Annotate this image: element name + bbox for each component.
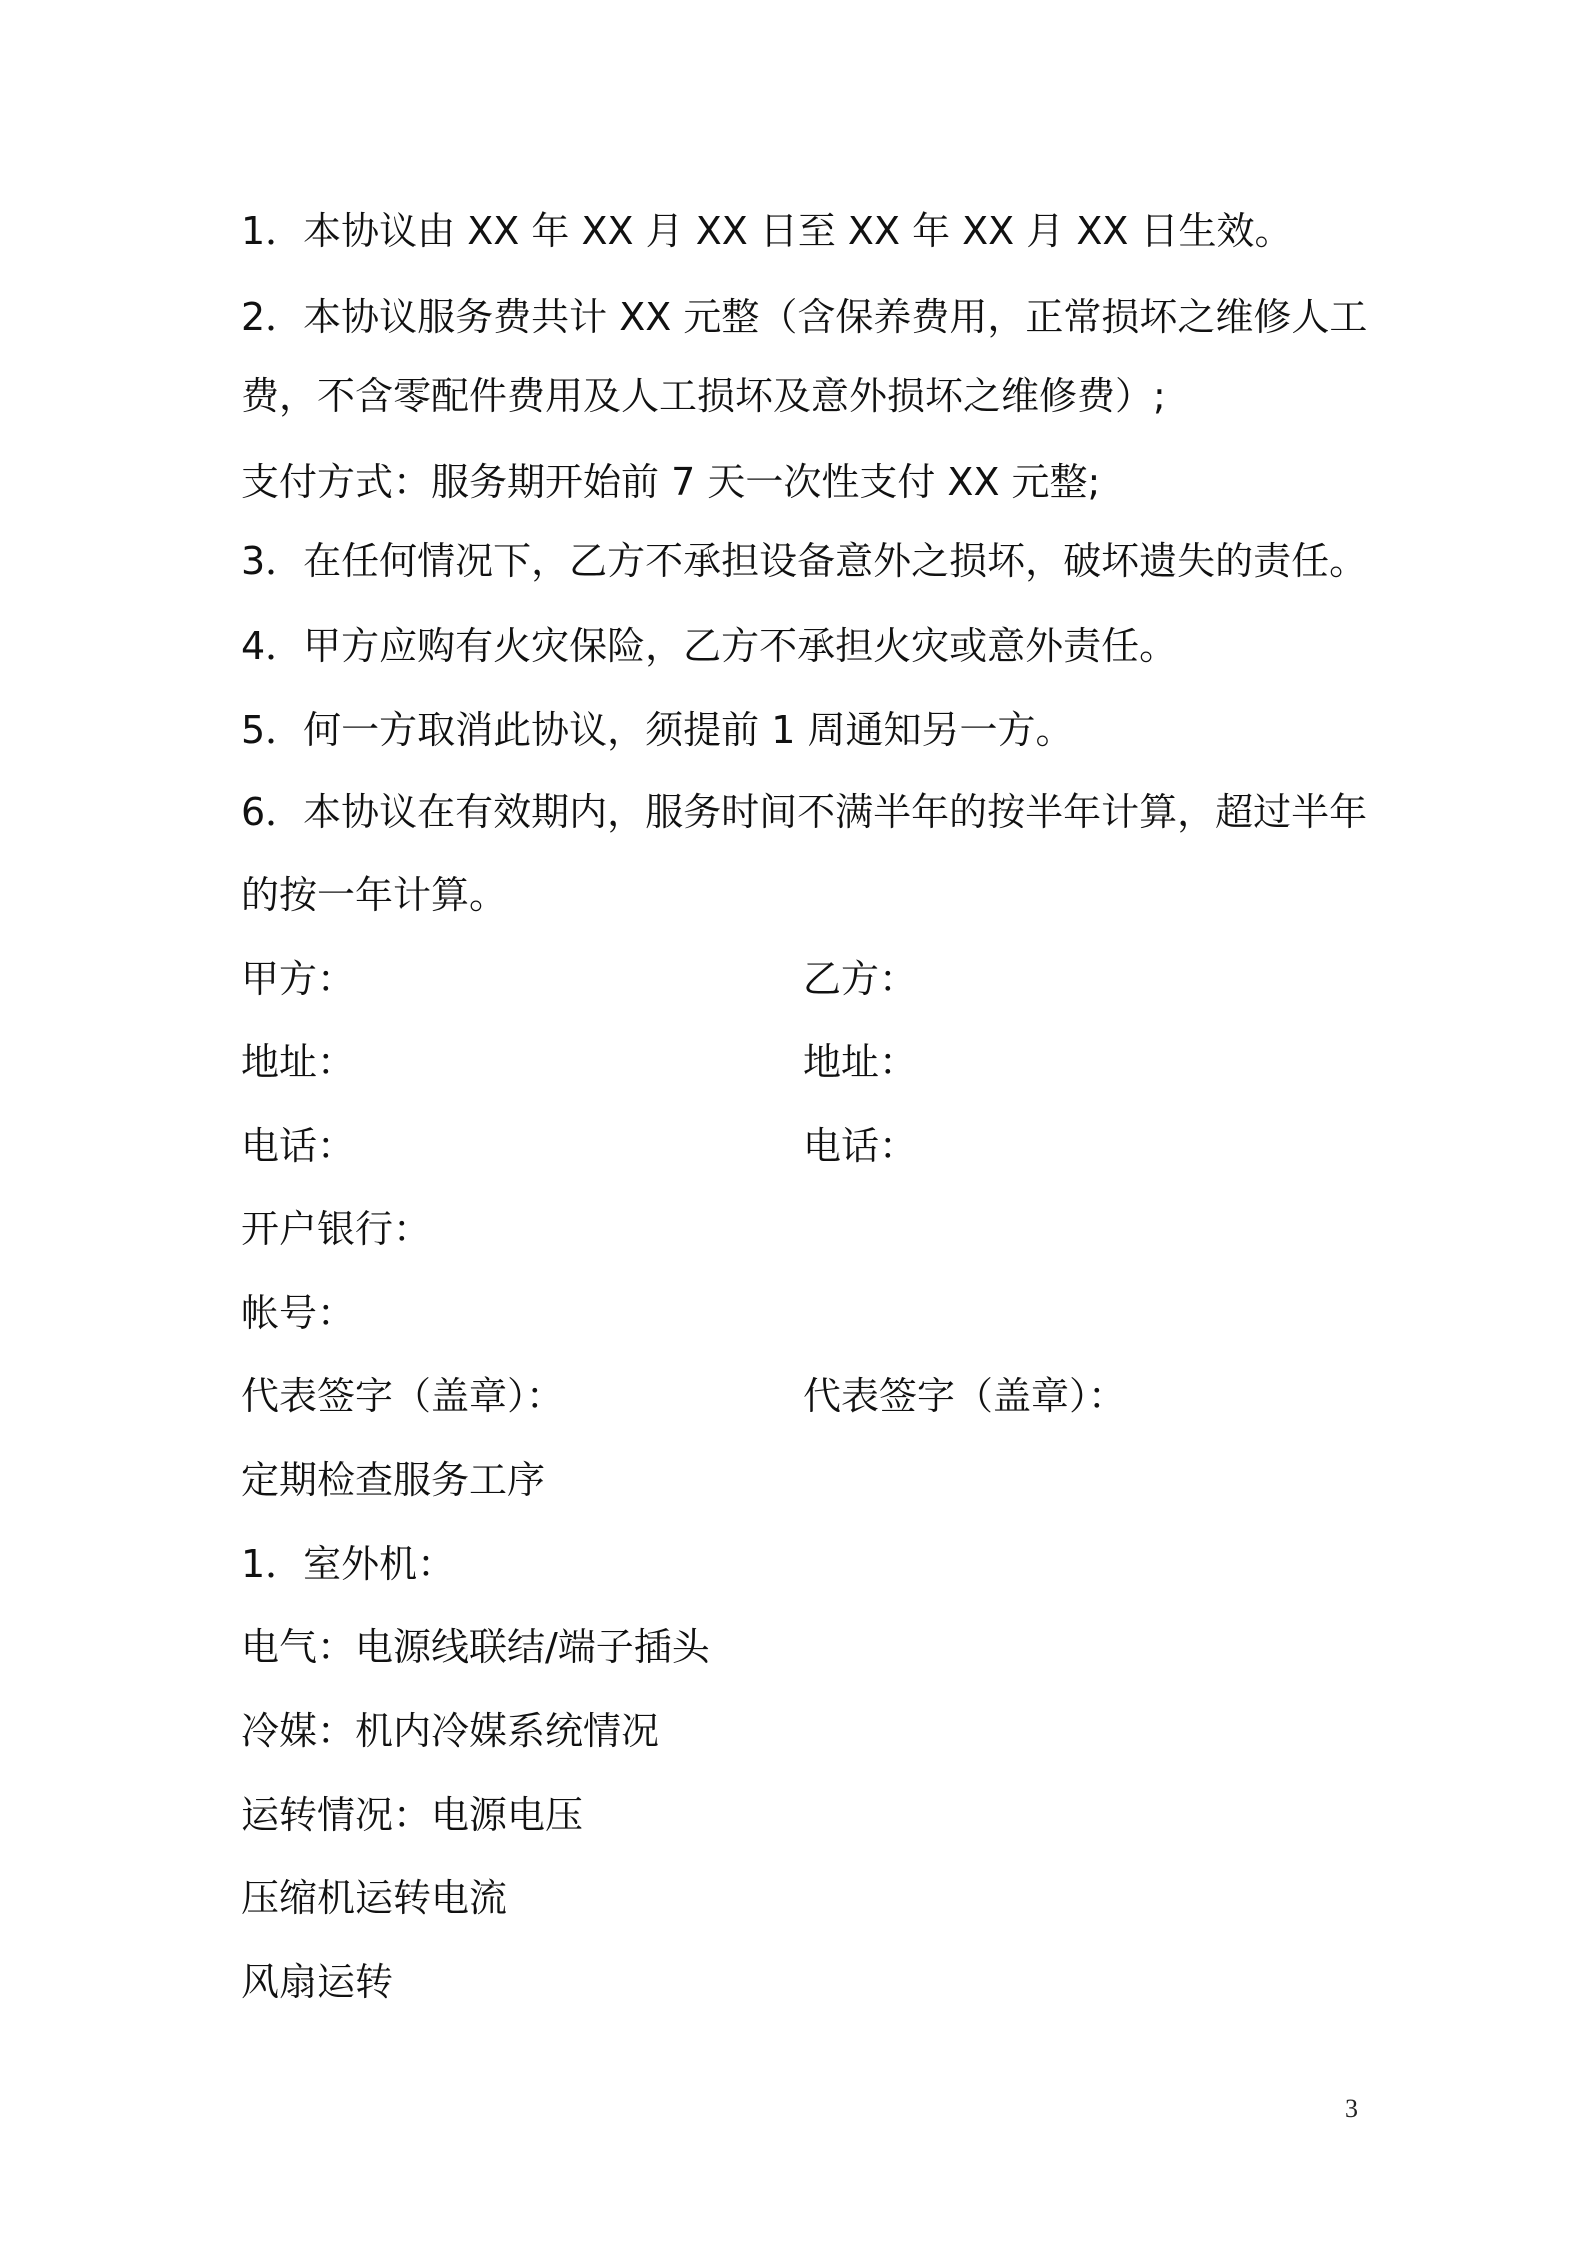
- party-b-label: 乙方：: [803, 957, 918, 1001]
- payment-method: 支付方式：服务期开始前 7 天一次性支付 XX 元整;: [241, 460, 1101, 504]
- clause-6-line-1: 6．本协议在有效期内，服务时间不满半年的按半年计算，超过半年: [241, 790, 1368, 834]
- page-number: 3: [1345, 2094, 1358, 2123]
- clause-1: 1．本协议由 XX 年 XX 月 XX 日至 XX 年 XX 月 XX 日生效。: [241, 209, 1293, 253]
- clause-5: 5．何一方取消此协议，须提前 1 周通知另一方。: [241, 708, 1074, 752]
- party-a-bank: 开户银行：: [241, 1207, 432, 1251]
- inspection-item-fan: 风扇运转: [241, 1960, 394, 2004]
- party-a-account: 帐号：: [241, 1291, 356, 1335]
- inspection-item-operation: 运转情况：电源电压: [241, 1793, 584, 1837]
- party-a-signature: 代表签字（盖章）：: [241, 1374, 565, 1418]
- party-b-address: 地址：: [803, 1040, 918, 1084]
- party-b-phone: 电话：: [803, 1124, 918, 1168]
- inspection-item-compressor-current: 压缩机运转电流: [241, 1876, 508, 1920]
- clause-3: 3．在任何情况下，乙方不承担设备意外之损坏，破坏遗失的责任。: [241, 539, 1368, 583]
- party-a-phone: 电话：: [241, 1124, 356, 1168]
- inspection-item-refrigerant: 冷媒：机内冷媒系统情况: [241, 1709, 660, 1753]
- party-b-signature: 代表签字（盖章）：: [803, 1374, 1127, 1418]
- party-a-label: 甲方：: [241, 957, 356, 1001]
- party-a-address: 地址：: [241, 1040, 356, 1084]
- clause-2-line-1: 2．本协议服务费共计 XX 元整（含保养费用，正常损坏之维修人工: [241, 295, 1368, 339]
- clause-4: 4．甲方应购有火灾保险，乙方不承担火灾或意外责任。: [241, 624, 1178, 668]
- inspection-item-outdoor-unit: 1．室外机：: [241, 1542, 456, 1586]
- clause-2-line-2: 费，不含零配件费用及人工损坏及意外损坏之维修费）;: [241, 374, 1166, 418]
- clause-6-line-2: 的按一年计算。: [241, 873, 508, 917]
- inspection-title: 定期检查服务工序: [241, 1458, 546, 1502]
- inspection-item-electrical: 电气：电源线联结/端子插头: [241, 1625, 710, 1669]
